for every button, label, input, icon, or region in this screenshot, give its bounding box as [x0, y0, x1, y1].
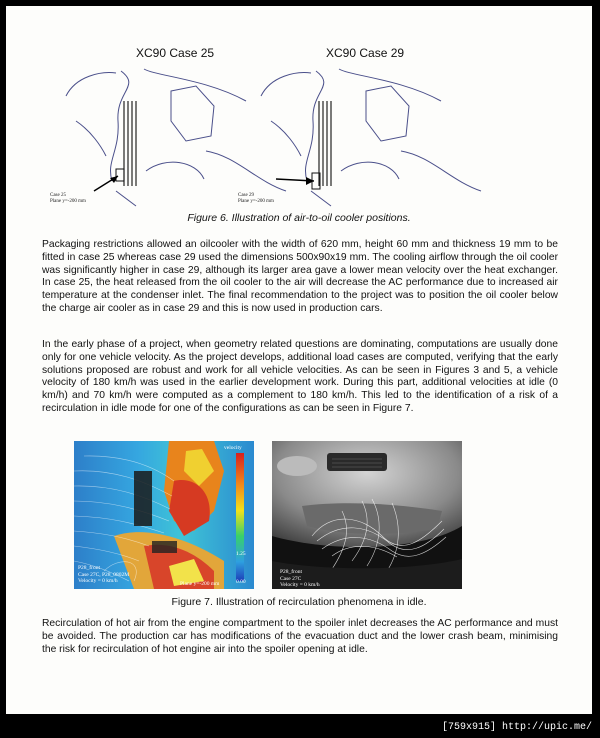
figure6-left-title: XC90 Case 25: [136, 46, 215, 60]
figure6-right-title: XC90 Case 29: [326, 46, 405, 60]
figure7-right-label: P28_front Case 27C Velocity = 0 km/h: [280, 569, 320, 588]
figure7-velocity-plot: [74, 441, 254, 589]
figure6-right-drawing: [236, 61, 486, 211]
colorbar-tick-high: 1.25: [236, 551, 246, 557]
paragraph-1: Packaging restrictions allowed an oilcooler with the width of 620 mm, height 60 mm and thickness 19 mm to be fitted in case 25 whereas case 29 used the dimensions 500x90x19 mm. The cooling airflow through the oil cooler was significantly higher in case 29, although its larger area gave a lower mean velocity over the heat exchanger. In case 25, the heat released from the oil cooler to the air will decrease the AC performance due to increased air temperature at the condenser inlet. The final recommendation to the project was to position the oil cooler below the charge air cooler as in case 29 and this is now used in production cars.: [42, 239, 558, 314]
figure7-left-label: P28_front Case 27C, P28_0802M Velocity = 0 km/h: [78, 565, 130, 584]
watermark-badge: [759x915] http://upic.me/: [438, 721, 596, 734]
colorbar-title: velocity: [224, 445, 242, 451]
figure7-caption: Figure 7. Illustration of recirculation phenomena in idle.: [171, 596, 427, 608]
figure7-left-plane: Plane y=-200 mm: [180, 581, 220, 587]
document-page: [6, 6, 592, 714]
figure6-right-label: Case 29 Plane y=-200 mm: [238, 193, 274, 204]
figure6-caption: Figure 6. Illustration of air-to-oil cooler positions.: [187, 212, 411, 224]
figure7-recirculation-render: [272, 441, 462, 589]
paragraph-2: In the early phase of a project, when geometry related questions are dominating, computations are usually done only for one vehicle velocity. As the project develops, additional load cases are computed, verifying that the early solutions proposed are robust and work for all vehicle velocities. As can be seen in Figures 3 and 5, a vehicle velocity of 180 km/h was used in the earlier development work. During this part, additional velocities at idle (0 km/h) and 70 km/h were computed as a complement to 180 km/h. This led to the identification of a risk of a recirculation in idle mode for one of the configurations as can be seen in Figure 7.: [42, 339, 558, 414]
colorbar-tick-low: 0.00: [236, 579, 246, 585]
closing-paragraph: Recirculation of hot air from the engine compartment to the spoiler inlet decreases the AC performance and must be avoided. The production car has modifications of the evacuation duct and the lower crash beam, minimising the risk for recirculation of hot engine air into the spoiler opening at idle.: [42, 618, 558, 655]
figure6-left-label: Case 25 Plane y=-200 mm: [50, 193, 86, 204]
